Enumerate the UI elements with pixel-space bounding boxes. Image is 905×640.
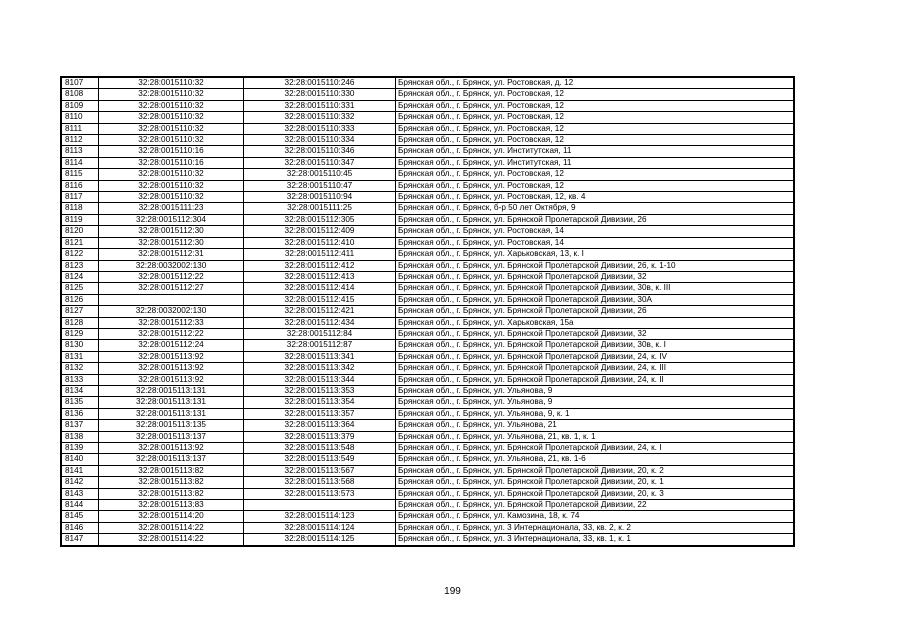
parent-cadastral-number-cell: 32:28:0015112:31	[99, 249, 244, 260]
table-row	[62, 192, 794, 203]
row-number-cell: 8144	[62, 500, 99, 511]
row-number-cell: 8119	[62, 214, 99, 225]
table-row	[62, 203, 794, 214]
address-cell: Брянская обл., г. Брянск, ул. Ульянова, 9	[396, 397, 794, 408]
parent-cadastral-number-cell: 32:28:0015113:82	[99, 488, 244, 499]
parent-cadastral-number-cell: 32:28:0015112:22	[99, 328, 244, 339]
row-number-cell: 8133	[62, 374, 99, 385]
address-cell: Брянская обл., г. Брянск, ул. Харьковская, 15а	[396, 317, 794, 328]
cadastral-number-cell: 32:28:0015113:342	[244, 363, 396, 374]
address-cell: Брянская обл., г. Брянск, ул. Брянской Пролетарской Дивизии, 22	[396, 500, 794, 511]
row-number-cell: 8122	[62, 249, 99, 260]
cadastral-number-cell: 32:28:0015112:434	[244, 317, 396, 328]
table-row	[62, 443, 794, 454]
cadastral-number-cell: 32:28:0015111:25	[244, 203, 396, 214]
row-number-cell: 8132	[62, 363, 99, 374]
parent-cadastral-number-cell: 32:28:0015113:137	[99, 454, 244, 465]
cadastral-number-cell: 32:28:0015113:549	[244, 454, 396, 465]
table-row	[62, 374, 794, 385]
cadastral-number-cell: 32:28:0015110:333	[244, 123, 396, 134]
table-row	[62, 454, 794, 465]
row-number-cell: 8137	[62, 420, 99, 431]
table-row	[62, 317, 794, 328]
table-row	[62, 306, 794, 317]
address-cell: Брянская обл., г. Брянск, ул. Ростовская, 12	[396, 100, 794, 111]
cadastral-number-cell: 32:28:0015112:412	[244, 260, 396, 271]
cadastral-number-cell: 32:28:0015113:568	[244, 477, 396, 488]
parent-cadastral-number-cell: 32:28:0015110:32	[99, 112, 244, 123]
cadastral-number-cell: 32:28:0015112:410	[244, 237, 396, 248]
address-cell: Брянская обл., г. Брянск, ул. Брянской Пролетарской Дивизии, 26	[396, 214, 794, 225]
parent-cadastral-number-cell: 32:28:0015114:20	[99, 511, 244, 522]
address-cell: Брянская обл., г. Брянск, ул. Ростовская, 12	[396, 180, 794, 191]
address-cell: Брянская обл., г. Брянск, ул. 3 Интернационала, 33, кв. 1, к. 1	[396, 534, 794, 545]
cadastral-table-grid	[61, 77, 794, 546]
parent-cadastral-number-cell: 32:28:0015113:83	[99, 500, 244, 511]
parent-cadastral-number-cell: 32:28:0015110:32	[99, 135, 244, 146]
address-cell: Брянская обл., г. Брянск, ул. Ростовская, 12	[396, 112, 794, 123]
row-number-cell: 8124	[62, 271, 99, 282]
row-number-cell: 8123	[62, 260, 99, 271]
cadastral-number-cell: 32:28:0015110:246	[244, 78, 396, 89]
row-number-cell: 8136	[62, 408, 99, 419]
address-cell: Брянская обл., г. Брянск, ул. Брянской Пролетарской Дивизии, 24, к. IV	[396, 351, 794, 362]
table-row	[62, 488, 794, 499]
table-row	[62, 511, 794, 522]
table-row	[62, 534, 794, 545]
row-number-cell: 8110	[62, 112, 99, 123]
address-cell: Брянская обл., г. Брянск, ул. Брянской Пролетарской Дивизии, 20, к. 1	[396, 477, 794, 488]
table-row	[62, 477, 794, 488]
address-cell: Брянская обл., г. Брянск, ул. Ростовская, 12	[396, 135, 794, 146]
row-number-cell: 8134	[62, 385, 99, 396]
table-row	[62, 385, 794, 396]
table-row	[62, 169, 794, 180]
row-number-cell: 8147	[62, 534, 99, 545]
cadastral-number-cell: 32:28:0015113:354	[244, 397, 396, 408]
parent-cadastral-number-cell: 32:28:0015111:23	[99, 203, 244, 214]
row-number-cell: 8135	[62, 397, 99, 408]
address-cell: Брянская обл., г. Брянск, ул. Институтская, 11	[396, 146, 794, 157]
table-row	[62, 294, 794, 305]
address-cell: Брянская обл., г. Брянск, ул. Ростовская, 12, кв. 4	[396, 192, 794, 203]
table-row	[62, 123, 794, 134]
table-row	[62, 146, 794, 157]
cadastral-number-cell: 32:28:0015113:357	[244, 408, 396, 419]
row-number-cell: 8129	[62, 328, 99, 339]
row-number-cell: 8116	[62, 180, 99, 191]
cadastral-table	[60, 76, 795, 547]
table-row	[62, 340, 794, 351]
parent-cadastral-number-cell: 32:28:0015113:82	[99, 465, 244, 476]
parent-cadastral-number-cell: 32:28:0015112:304	[99, 214, 244, 225]
address-cell: Брянская обл., г. Брянск, ул. Ульянова, 9, к. 1	[396, 408, 794, 419]
row-number-cell: 8118	[62, 203, 99, 214]
cadastral-number-cell: 32:28:0015110:346	[244, 146, 396, 157]
parent-cadastral-number-cell	[99, 294, 244, 305]
cadastral-number-cell: 32:28:0015114:125	[244, 534, 396, 545]
row-number-cell: 8109	[62, 100, 99, 111]
address-cell: Брянская обл., г. Брянск, ул. Брянской Пролетарской Дивизии, 24, к. II	[396, 374, 794, 385]
cadastral-number-cell: 32:28:0015113:341	[244, 351, 396, 362]
parent-cadastral-number-cell: 32:28:0015110:32	[99, 89, 244, 100]
cadastral-number-cell: 32:28:0015113:573	[244, 488, 396, 499]
cadastral-number-cell: 32:28:0015112:414	[244, 283, 396, 294]
table-row	[62, 500, 794, 511]
table-row	[62, 226, 794, 237]
row-number-cell: 8141	[62, 465, 99, 476]
address-cell: Брянская обл., г. Брянск, ул. Брянской Пролетарской Дивизии, 20, к. 2	[396, 465, 794, 476]
table-row	[62, 522, 794, 533]
row-number-cell: 8140	[62, 454, 99, 465]
table-row	[62, 237, 794, 248]
row-number-cell: 8112	[62, 135, 99, 146]
parent-cadastral-number-cell: 32:28:0015113:131	[99, 397, 244, 408]
page-number: 199	[444, 586, 461, 597]
address-cell: Брянская обл., г. Брянск, ул. Брянской Пролетарской Дивизии, 26	[396, 306, 794, 317]
address-cell: Брянская обл., г. Брянск, ул. Брянской Пролетарской Дивизии, 24, к. III	[396, 363, 794, 374]
row-number-cell: 8142	[62, 477, 99, 488]
row-number-cell: 8145	[62, 511, 99, 522]
table-row	[62, 157, 794, 168]
parent-cadastral-number-cell: 32:28:0032002:130	[99, 260, 244, 271]
address-cell: Брянская обл., г. Брянск, ул. Ростовская, 12	[396, 89, 794, 100]
cadastral-number-cell: 32:28:0015110:331	[244, 100, 396, 111]
row-number-cell: 8138	[62, 431, 99, 442]
parent-cadastral-number-cell: 32:28:0015112:30	[99, 237, 244, 248]
parent-cadastral-number-cell: 32:28:0015113:131	[99, 385, 244, 396]
row-number-cell: 8131	[62, 351, 99, 362]
row-number-cell: 8108	[62, 89, 99, 100]
row-number-cell: 8143	[62, 488, 99, 499]
parent-cadastral-number-cell: 32:28:0015110:16	[99, 157, 244, 168]
cadastral-number-cell	[244, 500, 396, 511]
parent-cadastral-number-cell: 32:28:0015110:16	[99, 146, 244, 157]
table-row	[62, 180, 794, 191]
parent-cadastral-number-cell: 32:28:0015110:32	[99, 100, 244, 111]
parent-cadastral-number-cell: 32:28:0015114:22	[99, 522, 244, 533]
address-cell: Брянская обл., г. Брянск, ул. Ростовская, 12	[396, 123, 794, 134]
cadastral-number-cell: 32:28:0015112:409	[244, 226, 396, 237]
row-number-cell: 8125	[62, 283, 99, 294]
cadastral-number-cell: 32:28:0015113:379	[244, 431, 396, 442]
cadastral-number-cell: 32:28:0015113:344	[244, 374, 396, 385]
table-row	[62, 397, 794, 408]
address-cell: Брянская обл., г. Брянск, ул. Камозина, 18, к. 74	[396, 511, 794, 522]
parent-cadastral-number-cell: 32:28:0015110:32	[99, 192, 244, 203]
address-cell: Брянская обл., г. Брянск, ул. 3 Интернационала, 33, кв. 2, к. 2	[396, 522, 794, 533]
cadastral-number-cell: 32:28:0015112:305	[244, 214, 396, 225]
parent-cadastral-number-cell: 32:28:0015112:30	[99, 226, 244, 237]
address-cell: Брянская обл., г. Брянск, ул. Ростовская, 12	[396, 169, 794, 180]
cadastral-number-cell: 32:28:0015110:94	[244, 192, 396, 203]
cadastral-number-cell: 32:28:0015113:353	[244, 385, 396, 396]
table-row	[62, 135, 794, 146]
parent-cadastral-number-cell: 32:28:0015110:32	[99, 169, 244, 180]
parent-cadastral-number-cell: 32:28:0015110:32	[99, 123, 244, 134]
table-row	[62, 465, 794, 476]
table-row	[62, 328, 794, 339]
parent-cadastral-number-cell: 32:28:0015112:27	[99, 283, 244, 294]
table-row	[62, 112, 794, 123]
table-row	[62, 431, 794, 442]
table-row	[62, 351, 794, 362]
row-number-cell: 8115	[62, 169, 99, 180]
table-body	[62, 78, 794, 546]
parent-cadastral-number-cell: 32:28:0015113:137	[99, 431, 244, 442]
cadastral-number-cell: 32:28:0015112:413	[244, 271, 396, 282]
table-row	[62, 363, 794, 374]
cadastral-number-cell: 32:28:0015110:330	[244, 89, 396, 100]
row-number-cell: 8120	[62, 226, 99, 237]
address-cell: Брянская обл., г. Брянск, ул. Брянской Пролетарской Дивизии, 26, к. 1-10	[396, 260, 794, 271]
address-cell: Брянская обл., г. Брянск, ул. Брянской Пролетарской Дивизии, 30в, к. III	[396, 283, 794, 294]
row-number-cell: 8139	[62, 443, 99, 454]
table-row	[62, 249, 794, 260]
cadastral-number-cell: 32:28:0015110:334	[244, 135, 396, 146]
address-cell: Брянская обл., г. Брянск, ул. Харьковская, 13, к. I	[396, 249, 794, 260]
cadastral-number-cell: 32:28:0015112:421	[244, 306, 396, 317]
address-cell: Брянская обл., г. Брянск, ул. Брянской Пролетарской Дивизии, 30А	[396, 294, 794, 305]
parent-cadastral-number-cell: 32:28:0015112:22	[99, 271, 244, 282]
parent-cadastral-number-cell: 32:28:0015112:24	[99, 340, 244, 351]
table-row	[62, 89, 794, 100]
cadastral-number-cell: 32:28:0015113:567	[244, 465, 396, 476]
table-row	[62, 78, 794, 89]
parent-cadastral-number-cell: 32:28:0015113:92	[99, 351, 244, 362]
address-cell: Брянская обл., г. Брянск, ул. Ульянова, 21, кв. 1, к. 1	[396, 431, 794, 442]
cadastral-number-cell: 32:28:0015112:415	[244, 294, 396, 305]
address-cell: Брянская обл., г. Брянск, б-р 50 лет Октября, 9	[396, 203, 794, 214]
table-row	[62, 420, 794, 431]
parent-cadastral-number-cell: 32:28:0015112:33	[99, 317, 244, 328]
address-cell: Брянская обл., г. Брянск, ул. Ульянова, 9	[396, 385, 794, 396]
parent-cadastral-number-cell: 32:28:0015110:32	[99, 78, 244, 89]
address-cell: Брянская обл., г. Брянск, ул. Брянской Пролетарской Дивизии, 20, к. 3	[396, 488, 794, 499]
cadastral-number-cell: 32:28:0015110:332	[244, 112, 396, 123]
address-cell: Брянская обл., г. Брянск, ул. Ростовская, 14	[396, 237, 794, 248]
cadastral-number-cell: 32:28:0015114:124	[244, 522, 396, 533]
row-number-cell: 8111	[62, 123, 99, 134]
address-cell: Брянская обл., г. Брянск, ул. Брянской Пролетарской Дивизии, 30в, к. I	[396, 340, 794, 351]
address-cell: Брянская обл., г. Брянск, ул. Ульянова, 21, кв. 1-6	[396, 454, 794, 465]
address-cell: Брянская обл., г. Брянск, ул. Брянской Пролетарской Дивизии, 32	[396, 328, 794, 339]
table-row	[62, 283, 794, 294]
cadastral-number-cell: 32:28:0015114:123	[244, 511, 396, 522]
parent-cadastral-number-cell: 32:28:0032002:130	[99, 306, 244, 317]
address-cell: Брянская обл., г. Брянск, ул. Ульянова, 21	[396, 420, 794, 431]
row-number-cell: 8146	[62, 522, 99, 533]
parent-cadastral-number-cell: 32:28:0015113:92	[99, 374, 244, 385]
cadastral-number-cell: 32:28:0015110:47	[244, 180, 396, 191]
parent-cadastral-number-cell: 32:28:0015113:135	[99, 420, 244, 431]
parent-cadastral-number-cell: 32:28:0015110:32	[99, 180, 244, 191]
table-row	[62, 408, 794, 419]
parent-cadastral-number-cell: 32:28:0015113:92	[99, 443, 244, 454]
address-cell: Брянская обл., г. Брянск, ул. Брянской Пролетарской Дивизии, 32	[396, 271, 794, 282]
cadastral-number-cell: 32:28:0015110:45	[244, 169, 396, 180]
row-number-cell: 8114	[62, 157, 99, 168]
cadastral-number-cell: 32:28:0015113:548	[244, 443, 396, 454]
parent-cadastral-number-cell: 32:28:0015113:82	[99, 477, 244, 488]
table-row	[62, 100, 794, 111]
address-cell: Брянская обл., г. Брянск, ул. Ростовская, 14	[396, 226, 794, 237]
row-number-cell: 8107	[62, 78, 99, 89]
table-row	[62, 260, 794, 271]
row-number-cell: 8126	[62, 294, 99, 305]
row-number-cell: 8128	[62, 317, 99, 328]
cadastral-number-cell: 32:28:0015113:364	[244, 420, 396, 431]
row-number-cell: 8130	[62, 340, 99, 351]
parent-cadastral-number-cell: 32:28:0015113:92	[99, 363, 244, 374]
table-row	[62, 271, 794, 282]
cadastral-number-cell: 32:28:0015112:87	[244, 340, 396, 351]
row-number-cell: 8127	[62, 306, 99, 317]
address-cell: Брянская обл., г. Брянск, ул. Ростовская, д. 12	[396, 78, 794, 89]
parent-cadastral-number-cell: 32:28:0015113:131	[99, 408, 244, 419]
cadastral-number-cell: 32:28:0015110:347	[244, 157, 396, 168]
cadastral-number-cell: 32:28:0015112:84	[244, 328, 396, 339]
table-row	[62, 214, 794, 225]
row-number-cell: 8121	[62, 237, 99, 248]
cadastral-number-cell: 32:28:0015112:411	[244, 249, 396, 260]
address-cell: Брянская обл., г. Брянск, ул. Институтская, 11	[396, 157, 794, 168]
row-number-cell: 8117	[62, 192, 99, 203]
row-number-cell: 8113	[62, 146, 99, 157]
parent-cadastral-number-cell: 32:28:0015114:22	[99, 534, 244, 545]
address-cell: Брянская обл., г. Брянск, ул. Брянской Пролетарской Дивизии, 24, к. I	[396, 443, 794, 454]
